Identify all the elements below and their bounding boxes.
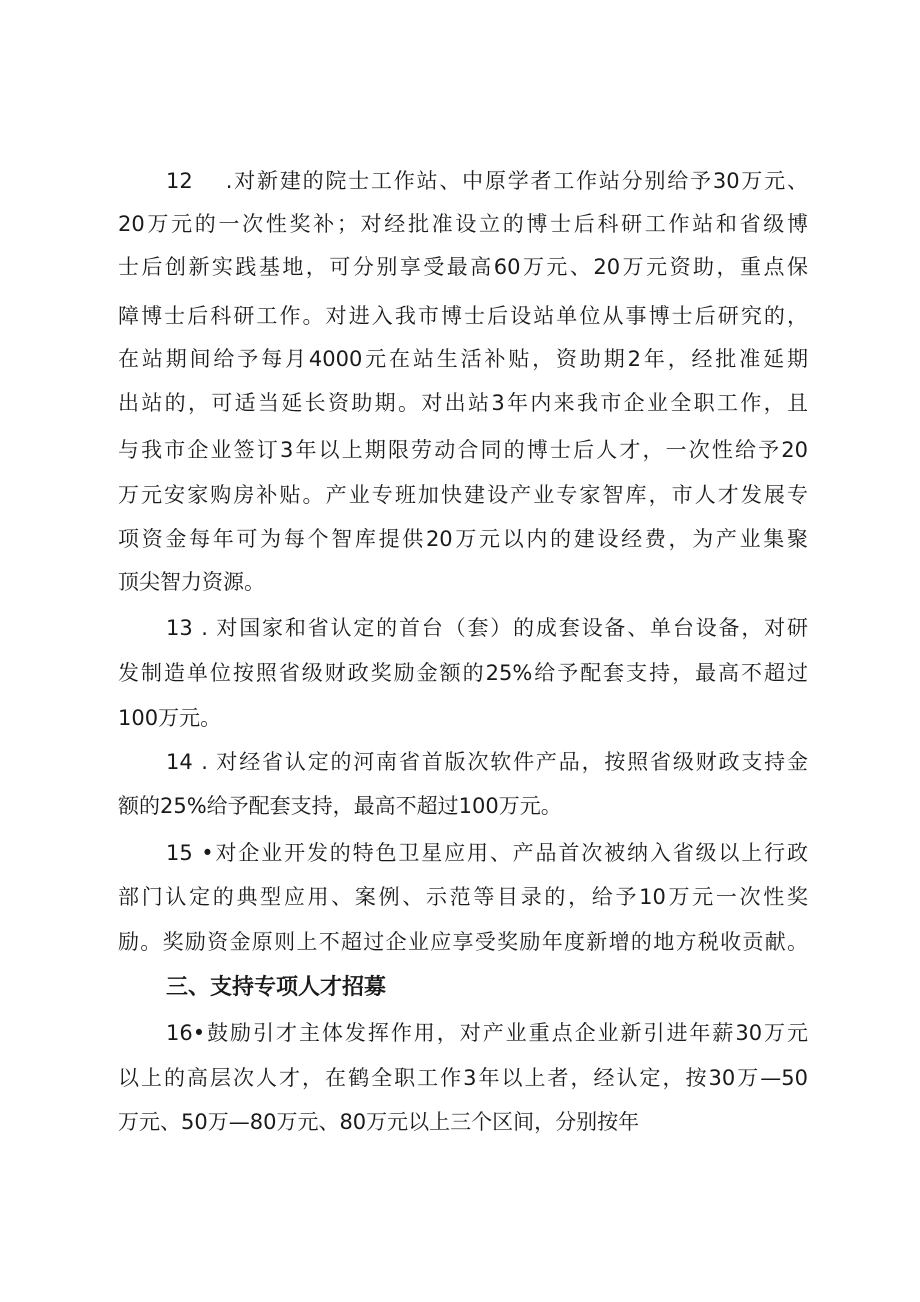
paragraph-12-line-2: 20万元的一次性奖补；对经批准设立的博士后科研工作站和省级博 (118, 212, 808, 236)
paragraph-12-line-7: 与我市企业签订3年以上期限劳动合同的博士后人才，一次性给予20 (118, 438, 808, 462)
paragraph-14-line-1: 14 . 对经省认定的河南省首版次软件产品，按照省级财政支持金 (166, 750, 808, 774)
paragraph-16-line-2: 以上的高层次人才，在鹤全职工作3年以上者，经认定，按30万—50 (118, 1066, 808, 1090)
paragraph-13-line-2: 发制造单位按照省级财政奖励金额的25%给予配套支持，最高不超过 (118, 661, 808, 685)
paragraph-12-line-4: 障博士后科研工作。对进入我市博士后设站单位从事博士后研究的， (118, 304, 808, 328)
paragraph-13-line-3: 100万元。 (118, 706, 222, 730)
paragraph-12-line-10: 顶尖智力资源。 (118, 570, 265, 594)
paragraph-16-line-3: 万元、50万—80万元、80万元以上三个区间，分别按年 (118, 1110, 640, 1134)
paragraph-14-line-2: 额的25%给予配套支持，最高不超过100万元。 (118, 794, 562, 818)
paragraph-12-line-9: 项资金每年可为每个智库提供20万元以内的建设经费，为产业集聚 (118, 527, 808, 551)
paragraph-12-line-5: 在站期间给予每月4000元在站生活补贴，资助期2年，经批准延期 (118, 347, 808, 371)
paragraph-12-line-6: 出站的，可适当延长资助期。对出站3年内来我市企业全职工作，且 (118, 391, 808, 415)
section-heading-3: 三、支持专项人才招募 (166, 975, 387, 1000)
paragraph-16-line-1: 16•鼓励引才主体发挥作用，对产业重点企业新引进年薪30万元 (166, 1021, 808, 1045)
paragraph-12-line-8: 万元安家购房补贴。产业专班加快建设产业专家智库，市人才发展专 (118, 483, 808, 507)
paragraph-12-line-3: 士后创新实践基地，可分别享受最高60万元、20万元资助，重点保 (118, 255, 808, 279)
paragraph-13-line-1: 13 . 对国家和省认定的首台（套）的成套设备、单台设备，对研 (166, 616, 808, 640)
paragraph-15-line-3: 励。奖励资金原则上不超过企业应享受奖励年度新增的地方税收贡献。 (118, 930, 808, 954)
paragraph-12-line-1: 12 .对新建的院士工作站、中原学者工作站分别给予30万元、 (166, 169, 808, 193)
paragraph-15-line-2: 部门认定的典型应用、案例、示范等目录的，给予10万元一次性奖 (118, 885, 808, 909)
paragraph-15-line-1: 15 •对企业开发的特色卫星应用、产品首次被纳入省级以上行政 (166, 841, 808, 865)
